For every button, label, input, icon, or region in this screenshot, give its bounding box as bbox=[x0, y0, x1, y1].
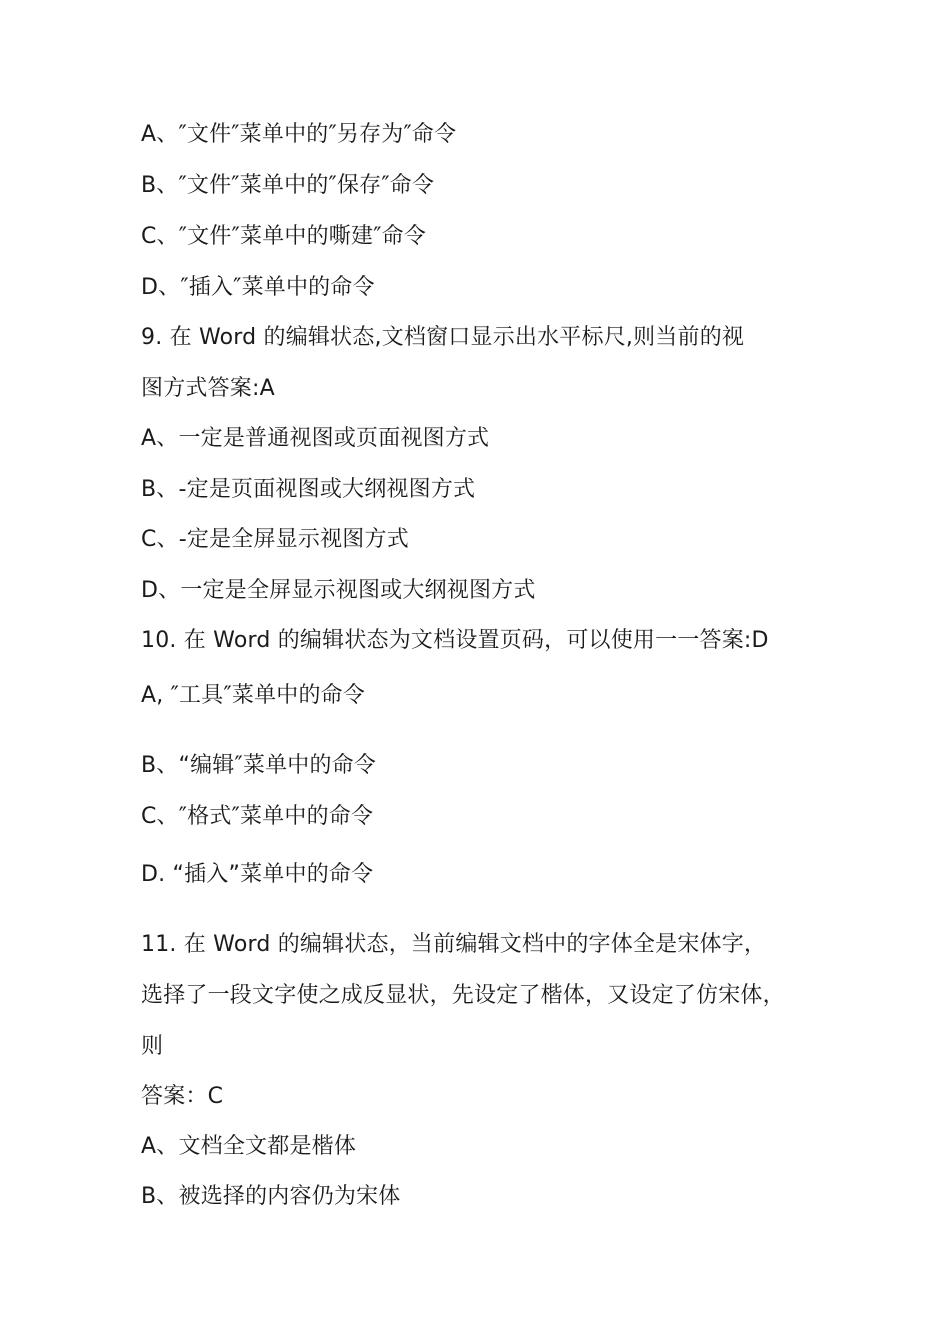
question-answer-line: 图方式答案:A bbox=[141, 376, 275, 401]
option-line: D、一定是全屏显示视图或大纲视图方式 bbox=[141, 578, 536, 603]
answer-line: 答案：C bbox=[141, 1084, 224, 1109]
option-line: C、″格式″菜单中的命令 bbox=[141, 804, 374, 829]
option-line: A, ″工具″菜单中的命令 bbox=[141, 683, 366, 708]
question-line: 10. 在 Word 的编辑状态为文档设置页码，可以使用一一答案:D bbox=[141, 628, 769, 653]
option-line: A、文档全文都是楷体 bbox=[141, 1134, 357, 1159]
question-line: 9. 在 Word 的编辑状态,文档窗口显示出水平标尺,则当前的视 bbox=[141, 325, 745, 350]
option-line: B、″文件″菜单中的″保存″命令 bbox=[141, 173, 435, 198]
question-line: 则 bbox=[141, 1034, 164, 1059]
option-line: C、″文件″菜单中的嘶建″命令 bbox=[141, 224, 427, 249]
option-line: B、-定是页面视图或大纲视图方式 bbox=[141, 477, 476, 502]
option-line: B、“编辑″菜单中的命令 bbox=[141, 753, 377, 778]
question-line: 11. 在 Word 的编辑状态，当前编辑文档中的字体全是宋体字， bbox=[141, 932, 767, 957]
option-line: A、″文件″菜单中的″另存为″命令 bbox=[141, 122, 457, 147]
option-line: D. “插入”菜单中的命令 bbox=[141, 862, 374, 887]
option-line: C、-定是全屏显示视图方式 bbox=[141, 527, 409, 552]
option-line: D、″插入″菜单中的命令 bbox=[141, 275, 375, 300]
option-line: B、被选择的内容仍为宋体 bbox=[141, 1184, 401, 1209]
question-line: 选择了一段文字使之成反显状，先设定了楷体，又设定了仿宋体， bbox=[141, 983, 785, 1008]
option-line: A、一定是普通视图或页面视图方式 bbox=[141, 426, 490, 451]
